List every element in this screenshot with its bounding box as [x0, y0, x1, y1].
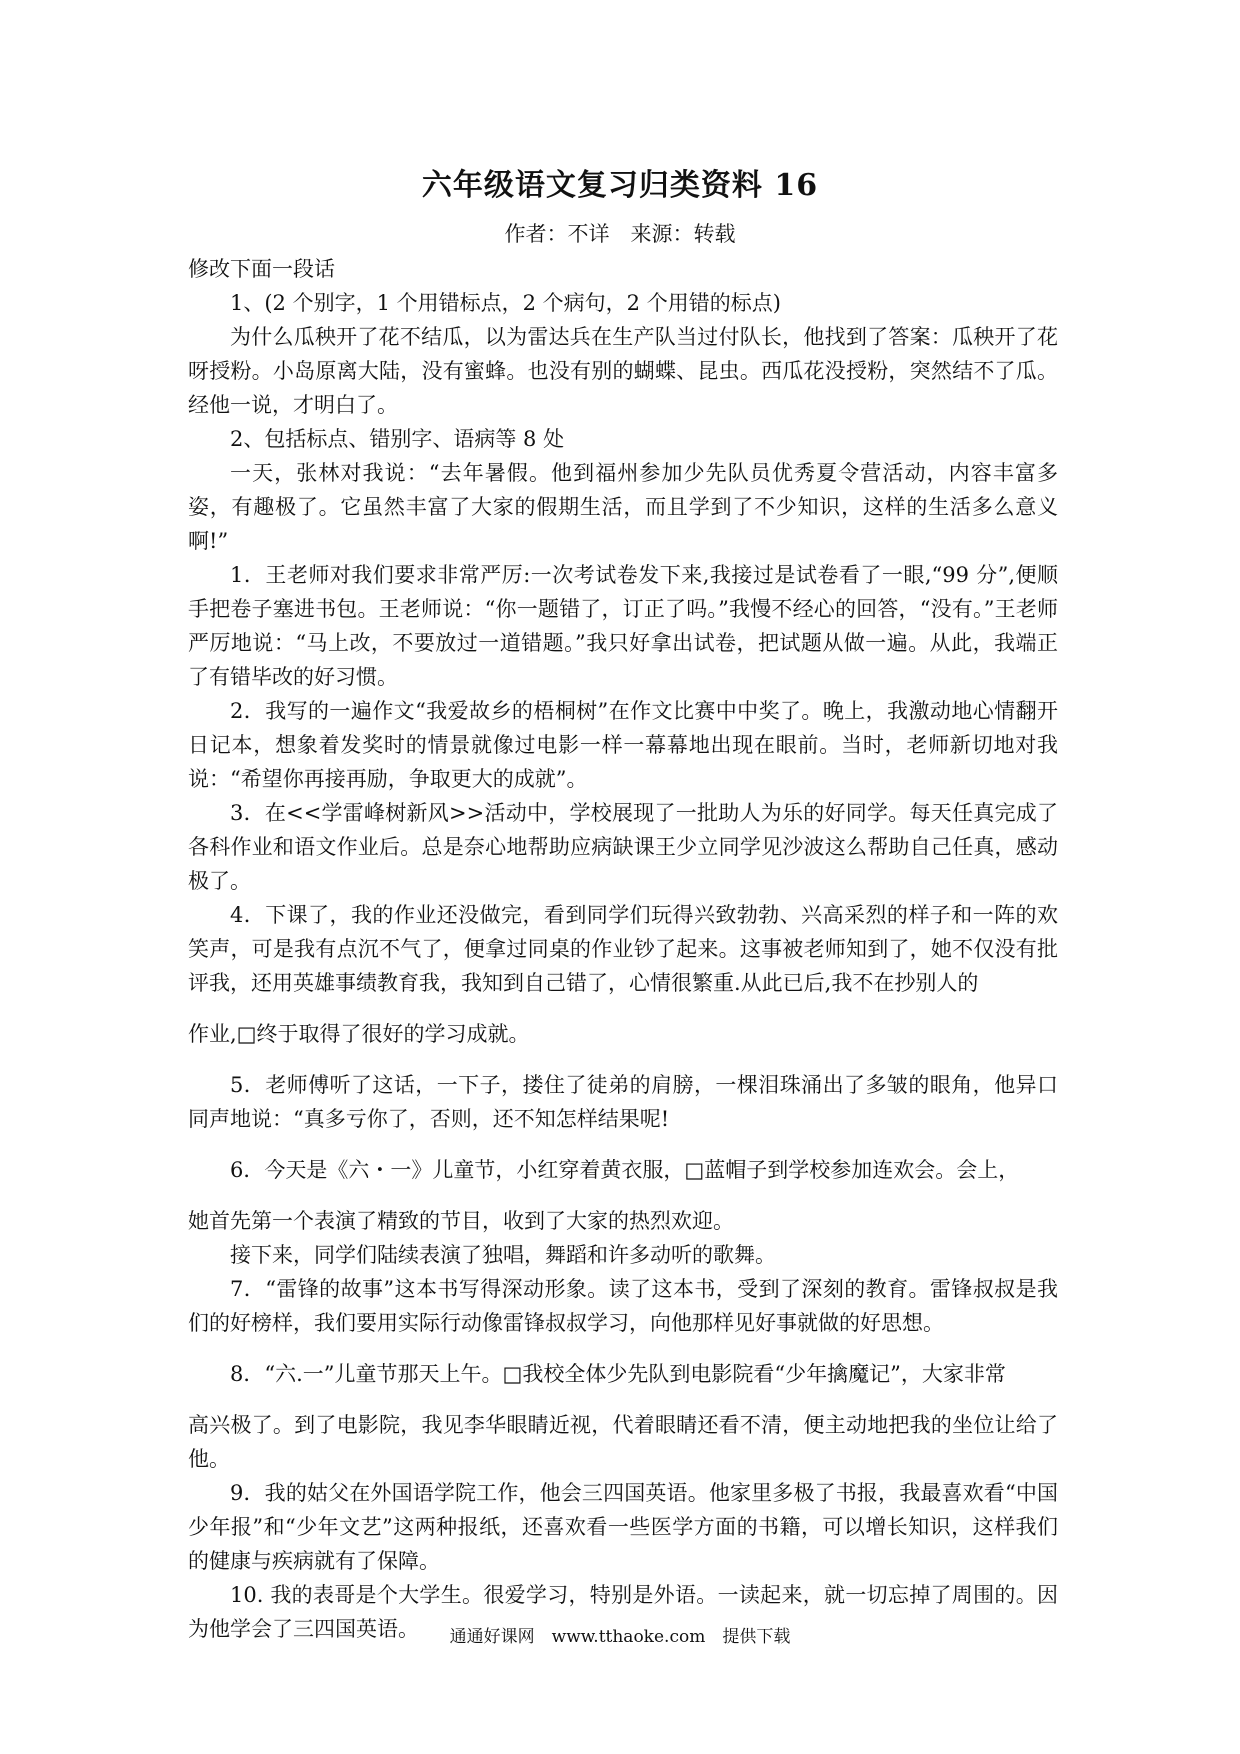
- exercise-item: 8．“六.一”儿童节那天上午。□我校全体少先队到电影院看“少年擒魔记”，大家非常: [230, 1362, 1006, 1386]
- paragraph: 一天，张林对我说：“去年暑假。他到福州参加少先队员优秀夏令营活动，内容丰富多姿，有趣极了。它虽然丰富了大家的假期生活，而且学到了不少知识，这样的生活多么意义啊!”: [188, 461, 1058, 553]
- exercise-item: 10. 我的表哥是个大学生。很爱学习，特别是外语。一读起来，就一切忘掉了周围的。因为他学会了三四国英语。: [188, 1583, 1058, 1641]
- paragraph: 为什么瓜秧开了花不结瓜，以为雷达兵在生产队当过付队长，他找到了答案：瓜秧开了花呀授粉。小岛原离大陆，没有蜜蜂。也没有别的蝴蝶、昆虫。西瓜花没授粉，突然结不了瓜。经他一说，才明白了。: [188, 325, 1058, 417]
- byline: [0, 218, 1240, 248]
- byline-text: 作者：不详 来源：转载: [504, 222, 736, 246]
- exercise-item: 4．下课了，我的作业还没做完，看到同学们玩得兴致勃勃、兴高采烈的样子和一阵的欢笑声，可是我有点沉不气了，便拿过同桌的作业钞了起来。这事被老师知到了，她不仅没有批评我，还用英雄事绩教育我，我知到自己错了，心情很繁重.从此已后,我不在抄别人的: [188, 903, 1058, 995]
- document-body: [188, 252, 1058, 1646]
- exercise-item: 6．今天是《六・一》儿童节，小红穿着黄衣服，□蓝帽子到学校参加连欢会。会上，: [230, 1158, 1020, 1182]
- page-title: 六年级语文复习归类资料 16: [421, 168, 819, 203]
- page-footer: 通通好课网 www.tthaoke.com 提供下载: [449, 1627, 791, 1647]
- exercise-item: 2．我写的一遍作文“我爱故乡的梧桐树”在作文比赛中中奖了。晚上，我激动地心情翻开日记本，想象着发奖时的情景就像过电影一样一幕幕地出现在眼前。当时，老师新切地对我说：“希望你再接再励，争取更大的成就”。: [188, 699, 1058, 791]
- exercise-item: 9．我的姑父在外国语学院工作，他会三四国英语。他家里多极了书报，我最喜欢看“中国少年报”和“少年文艺”这两种报纸，还喜欢看一些医学方面的书籍，可以增长知识，这样我们的健康与疾病就有了保障。: [188, 1481, 1058, 1573]
- exercise-item-continued: 她首先第一个表演了精致的节目，收到了大家的热烈欢迎。: [188, 1209, 734, 1233]
- exercise-instruction: 2、包括标点、错别字、语病等 8 处: [230, 427, 565, 451]
- exercise-item-continued: 作业,□终于取得了很好的学习成就。: [188, 1022, 530, 1046]
- exercise-item: 7．“雷锋的故事”这本书写得深动形象。读了这本书，受到了深刻的教育。雷锋叔叔是我们的好榜样，我们要用实际行动像雷锋叔叔学习，向他那样见好事就做的好思想。: [188, 1277, 1058, 1335]
- paragraph: 接下来，同学们陆续表演了独唱，舞蹈和许多动听的歌舞。: [230, 1243, 776, 1267]
- exercise-item: 1．王老师对我们要求非常严厉:一次考试卷发下来,我接过是试卷看了一眼,“99 分”,便顺手把卷子塞进书包。王老师说：“你一题错了，订正了吗。”我慢不经心的回答，“没有。”王老师严厉地说：“马上改，不要放过一道错题。”我只好拿出试卷，把试题从做一遍。从此，我端正了有错毕改的好习惯。: [188, 563, 1058, 689]
- exercise-item-continued: 高兴极了。到了电影院，我见李华眼睛近视，代着眼睛还看不清，便主动地把我的坐位让给了他。: [188, 1413, 1058, 1471]
- section-heading: 修改下面一段话: [188, 257, 335, 281]
- exercise-item: 3．在<<学雷峰树新风>>活动中，学校展现了一批助人为乐的好同学。每天任真完成了各科作业和语文作业后。总是奈心地帮助应病缺课王少立同学见沙波这么帮助自己任真，感动极了。: [188, 801, 1058, 893]
- exercise-instruction: 1、(2 个别字，1 个用错标点，2 个病句，2 个用错的标点): [230, 291, 781, 315]
- exercise-item: 5．老师傅听了这话，一下子，搂住了徒弟的肩膀，一棵泪珠涌出了多皱的眼角，他异口同声地说：“真多亏你了，否则，还不知怎样结果呢!: [188, 1073, 1058, 1131]
